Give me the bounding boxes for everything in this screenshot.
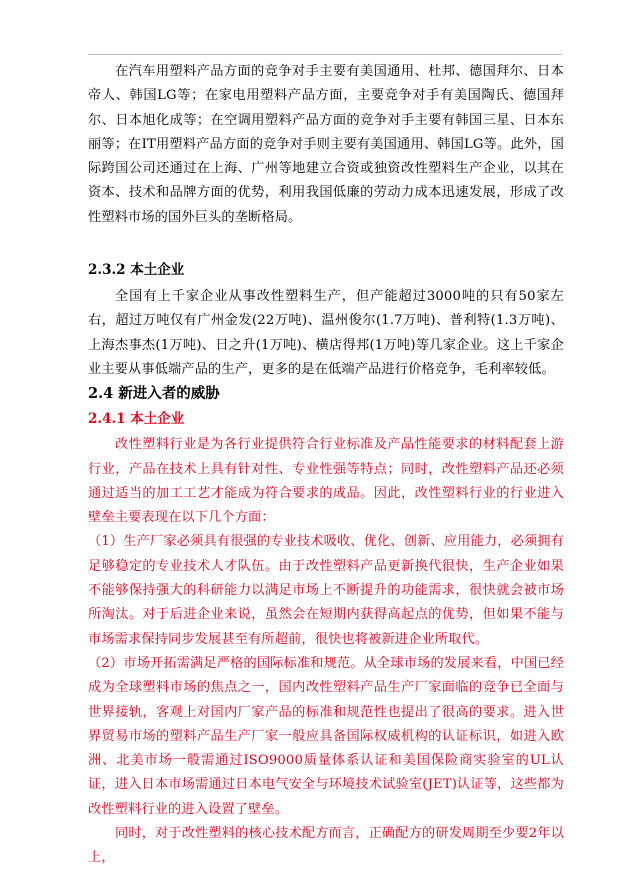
header-rule xyxy=(88,54,562,55)
barrier-point-2: （2）市场开拓需满足严格的国际标准和规范。从全球市场的发展来看，中国已经成为全球塑料市场的焦点之一，国内改性塑料产品生产厂家面临的竞争已全面与世界接轨，客观上对国内厂家产品的标准和规范性也提出了很高的要求。进入世界贸易市场的塑料产品生产厂家一般应具备国际权威机构的认证标识，如进入欧洲、北美市场一般需通过ISO9000质量体系认证和美国保险商实验室的UL认证，进入日本市场需通过日本电气安全与环境技术试验室(JET)认证等，这些都为改性塑料行业的进入设置了壁垒。 xyxy=(88,655,564,817)
heading-2-4-1: 2.4.1 本土企业 xyxy=(88,411,185,428)
entry-barriers-intro: 改性塑料行业是为各行业提供符合行业标准及产品性能要求的材料配套上游行业，产品在技术上具有针对性、专业性强等特点；同时，改性塑料产品还必须通过适当的加工工艺才能成为符合要求的成品。因此，改性塑料行业的行业进入壁垒主要表现在以下几个方面： xyxy=(88,437,564,526)
barrier-point-3-start: 同时，对于改性塑料的核心技术配方而言，正确配方的研发周期至少要2年以上， xyxy=(88,826,564,866)
heading-2-3-2: 2.3.2 本土企业 xyxy=(88,262,185,279)
competitors-paragraph: 在汽车用塑料产品方面的竞争对手主要有美国通用、杜邦、德国拜尔、日本帝人、韩国LG等；在家电用塑料产品方面，主要竞争对手有美国陶氏、德国拜尔、日本旭化成等；在空调用塑料产品方面的竞争对手主要有韩国三星、日本东丽等；在IT用塑料产品方面的竞争对手则主要有美国通用、韩国LG等。此外，国际跨国公司还通过在上海、广州等地建立合资或独资改性塑料生产企业，以其在资本、技术和品牌方面的优势，利用我国低廉的劳动力成本迅速发展，形成了改性塑料市场的国外巨头的垄断格局。 xyxy=(88,64,564,225)
document-body xyxy=(88,60,564,871)
heading-2-4: 2.4 新进入者的威胁 xyxy=(88,385,220,403)
barrier-point-1: （1）生产厂家必须具有很强的专业技术吸收、优化、创新、应用能力，必须拥有足够稳定的专业技术人才队伍。由于改性塑料产品更新换代很快，生产企业如果不能够保持强大的科研能力以满足市场上不断提升的功能需求，很快就会被市场所淘汰。对于后进企业来说，虽然会在短期内获得高起点的优势，但如果不能与市场需求保持同步发展甚至有所超前，很快也将被新进企业所取代。 xyxy=(88,534,564,647)
local-enterprises-paragraph: 全国有上千家企业从事改性塑料生产，但产能超过3000吨的只有50家左右，超过万吨仅有广州金发(22万吨)、温州俊尔(1.7万吨)、普利特(1.3万吨)、上海杰事杰(1万吨)、日之升(1万吨)、横店得邦(1万吨)等几家企业。这上千家企业主要从事低端产品的生产，更多的是在低端产品进行价格竞争，毛利率较低。 xyxy=(88,289,564,377)
